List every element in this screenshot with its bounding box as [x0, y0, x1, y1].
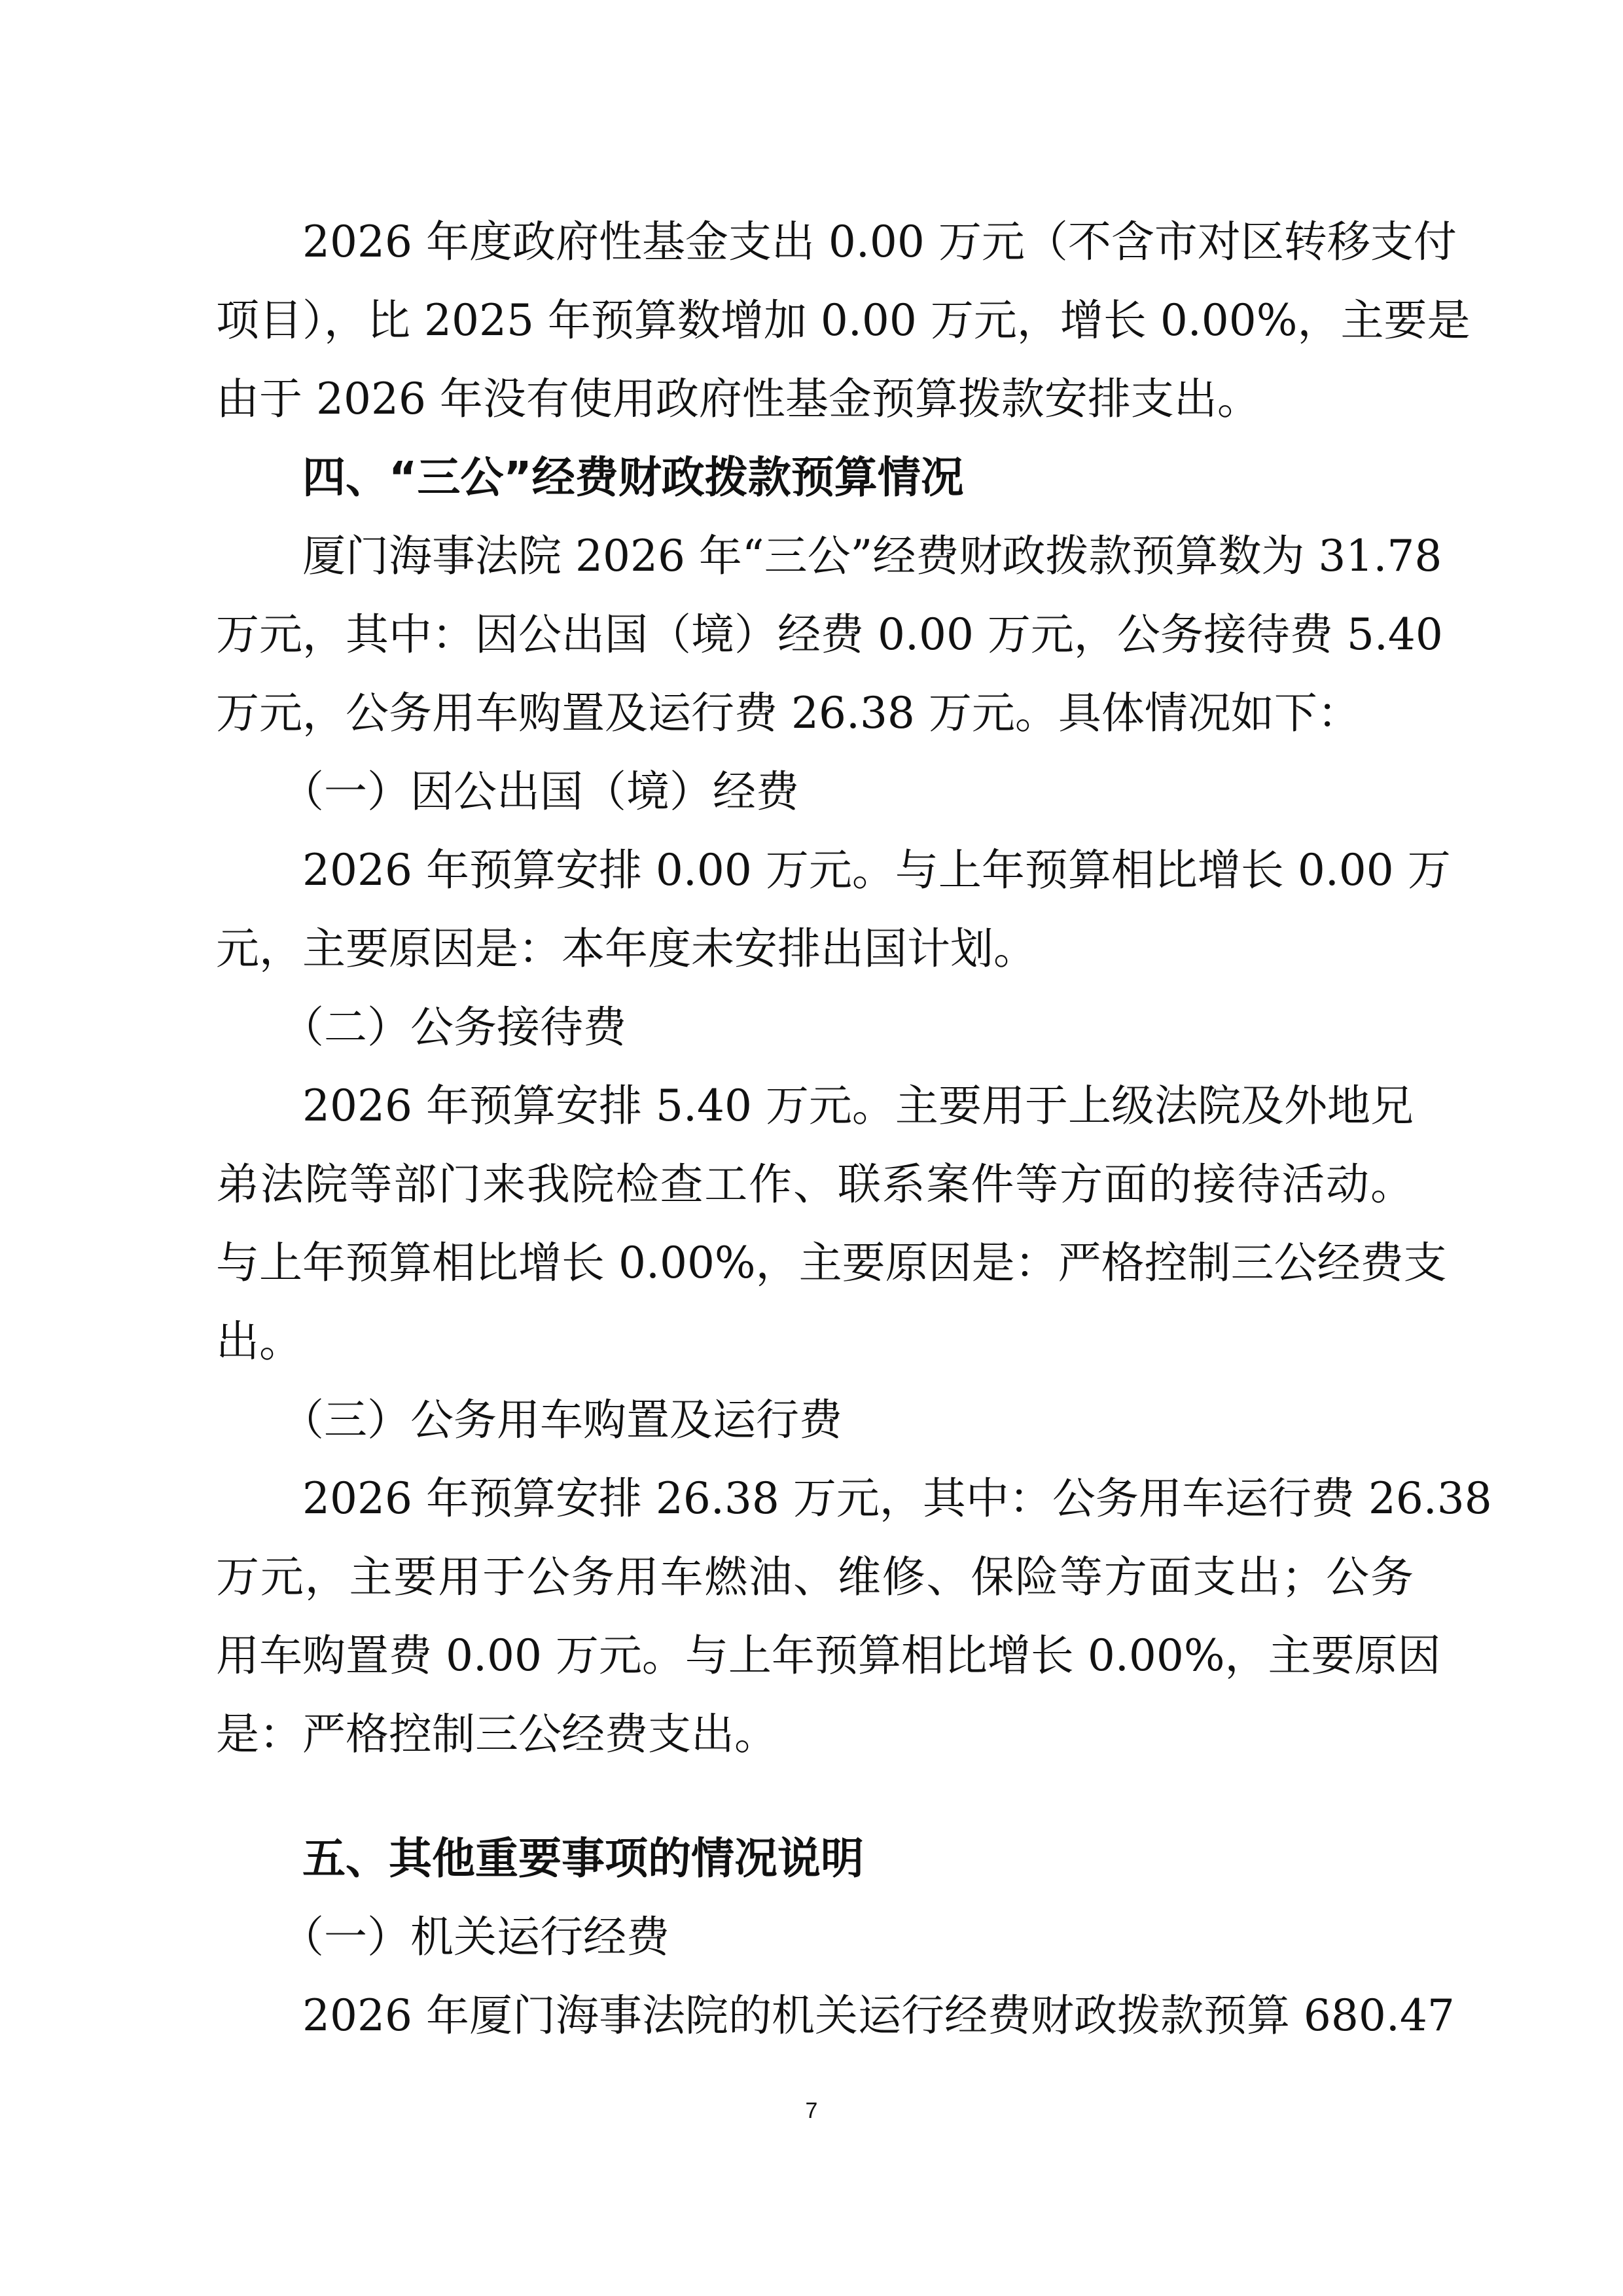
paragraph-line: 2026 年预算安排 0.00 万元。与上年预算相比增长 0.00 万 [216, 845, 1451, 895]
subsection-heading: （一）机关运行经费 [216, 1912, 669, 1962]
paragraph-line: 2026 年预算安排 5.40 万元。主要用于上级法院及外地兄 [216, 1081, 1414, 1131]
paragraph-line: 厦门海事法院 2026 年“三公”经费财政拨款预算数为 31.78 [216, 531, 1442, 581]
paragraph-line: 用车购置费 0.00 万元。与上年预算相比增长 0.00%，主要原因 [216, 1630, 1441, 1681]
paragraph-line: 万元，公务用车购置及运行费 26.38 万元。具体情况如下： [216, 688, 1361, 738]
subsection-heading: （二）公务接待费 [216, 1002, 626, 1052]
paragraph-line: 元，主要原因是：本年度未安排出国计划。 [216, 924, 1037, 974]
subsection-heading: （三）公务用车购置及运行费 [216, 1395, 842, 1445]
section-heading: 四、“三公”经费财政拨款预算情况 [216, 452, 964, 503]
paragraph-line: 万元，主要用于公务用车燃油、维修、保险等方面支出；公务 [216, 1552, 1414, 1602]
paragraph-line: 是：严格控制三公经费支出。 [216, 1709, 777, 1759]
paragraph-line: 2026 年厦门海事法院的机关运行经费财政拨款预算 680.47 [216, 1990, 1455, 2041]
section-heading: 五、其他重要事项的情况说明 [216, 1833, 864, 1884]
paragraph-line: 项目），比 2025 年预算数增加 0.00 万元，增长 0.00%，主要是 [216, 295, 1471, 346]
paragraph-line: 出。 [216, 1316, 302, 1367]
paragraph-line: 2026 年度政府性基金支出 0.00 万元（不含市对区转移支付 [216, 217, 1457, 267]
subsection-heading: （一）因公出国（境）经费 [216, 766, 799, 817]
page-number: 7 [805, 2098, 818, 2123]
paragraph-line: 万元，其中：因公出国（境）经费 0.00 万元，公务接待费 5.40 [216, 609, 1443, 660]
paragraph-line: 2026 年预算安排 26.38 万元，其中：公务用车运行费 26.38 [216, 1473, 1492, 1524]
paragraph-line: 与上年预算相比增长 0.00%，主要原因是：严格控制三公经费支 [216, 1238, 1447, 1288]
paragraph-line: 弟法院等部门来我院检查工作、联系案件等方面的接待活动。 [216, 1159, 1414, 1210]
paragraph-line: 由于 2026 年没有使用政府性基金预算拨款安排支出。 [216, 374, 1260, 424]
